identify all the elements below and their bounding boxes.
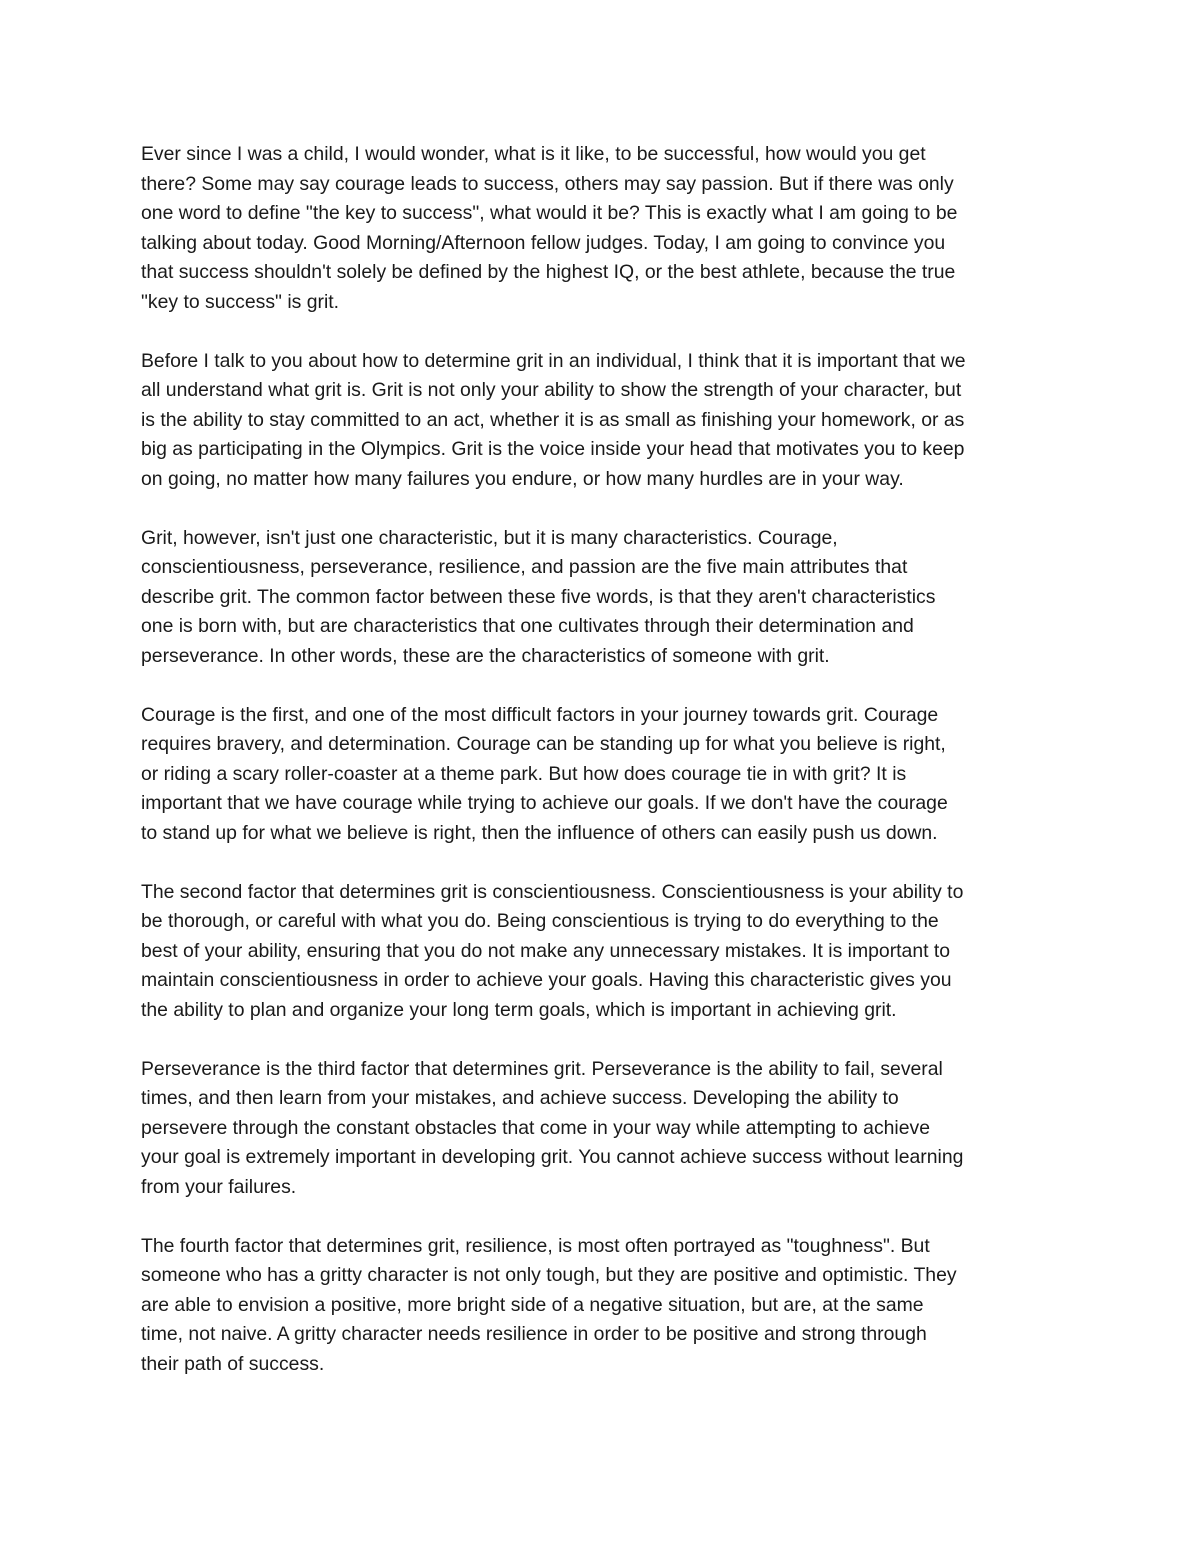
text-line: is the ability to stay committed to an act, whether it is as small as finishing your homework, or as [141,408,965,431]
paragraph-intro [141,140,1063,317]
text-line: Perseverance is the third factor that determines grit. Perseverance is the ability to fail, several [141,1057,943,1080]
paragraph-what-is-grit [141,347,1063,495]
text-line: Grit, however, isn't just one characteristic, but it is many characteristics. Courage, [141,526,838,549]
text-line: Before I talk to you about how to determine grit in an individual, I think that it is important that we [141,349,966,372]
text-line: or riding a scary roller-coaster at a theme park. But how does courage tie in with grit? It is [141,762,907,785]
text-line: conscientiousness, perseverance, resilience, and passion are the five main attributes that [141,556,908,578]
text-line: time, not naive. A gritty character needs resilience in order to be positive and strong through [141,1323,927,1345]
text-line: The fourth factor that determines grit, resilience, is most often portrayed as "toughness". But [141,1234,930,1257]
text-line: be thorough, or careful with what you do. Being conscientious is trying to do everything to the [141,910,939,932]
document-body [141,140,1063,1409]
text-line: The second factor that determines grit is conscientiousness. Conscientiousness is your ability to [141,880,964,903]
paragraph-courage [141,701,1063,849]
text-line: the ability to plan and organize your long term goals, which is important in achieving grit. [141,998,897,1021]
text-line: all understand what grit is. Grit is not only your ability to show the strength of your character, but [141,379,962,401]
text-line: persevere through the constant obstacles that come in your way while attempting to achieve [141,1116,930,1139]
text-line: from your failures. [141,1175,297,1198]
paragraph-resilience [141,1232,1063,1380]
text-line: someone who has a gritty character is not only tough, but they are positive and optimistic. They [141,1264,957,1286]
paragraph-characteristics [141,524,1063,672]
text-line: talking about today. Good Morning/Afternoon fellow judges. Today, I am going to convince you [141,231,946,254]
text-line: "key to success" is grit. [141,290,340,313]
text-line: Ever since I was a child, I would wonder, what is it like, to be successful, how would you get [141,143,926,165]
text-line: maintain conscientiousness in order to achieve your goals. Having this characteristic gives you [141,969,952,991]
text-line: best of your ability, ensuring that you do not make any unnecessary mistakes. It is important to [141,939,951,962]
text-line: are able to envision a positive, more bright side of a negative situation, but are, at the same [141,1293,924,1316]
text-line: there? Some may say courage leads to success, others may say passion. But if there was only [141,172,954,195]
text-line: requires bravery, and determination. Courage can be standing up for what you believe is right, [141,733,946,755]
text-line: describe grit. The common factor between these five words, is that they aren't characteristics [141,585,936,608]
text-line: their path of success. [141,1352,325,1375]
paragraph-perseverance [141,1055,1063,1203]
text-line: perseverance. In other words, these are the characteristics of someone with grit. [141,644,830,667]
text-line: to stand up for what we believe is right, then the influence of others can easily push us down. [141,821,938,844]
text-line: that success shouldn't solely be defined by the highest IQ, or the best athlete, because the true [141,261,956,283]
paragraph-conscientiousness [141,878,1063,1026]
text-line: on going, no matter how many failures you endure, or how many hurdles are in your way. [141,467,904,490]
text-line: important that we have courage while trying to achieve our goals. If we don't have the courage [141,792,948,814]
text-line: one word to define "the key to success", what would it be? This is exactly what I am going to be [141,202,958,224]
text-line: your goal is extremely important in developing grit. You cannot achieve success without learning [141,1146,964,1168]
text-line: one is born with, but are characteristics that one cultivates through their determination and [141,615,914,637]
text-line: big as participating in the Olympics. Grit is the voice inside your head that motivates you to keep [141,438,965,460]
text-line: Courage is the first, and one of the most difficult factors in your journey towards grit. Courage [141,703,939,726]
text-line: times, and then learn from your mistakes, and achieve success. Developing the ability to [141,1087,899,1109]
